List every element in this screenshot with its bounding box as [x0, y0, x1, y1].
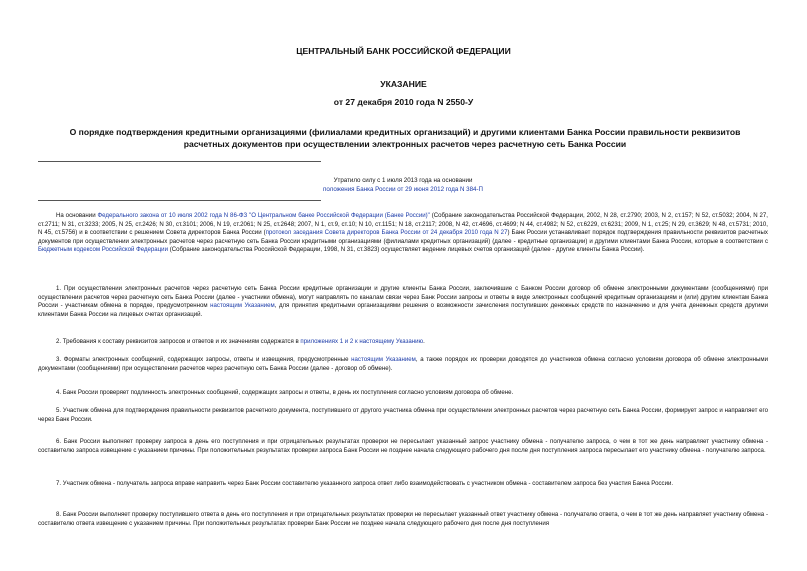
- item-5: 5. Участник обмена для подтверждения правильности реквизитов расчетного документа, поступившего от другого участника обмена при осуществлении электронных расчетов через расчетную сеть Банка России, формирует запрос и направляет его через Банк России.: [38, 407, 768, 423]
- document-type: УКАЗАНИЕ: [380, 79, 427, 89]
- item-1: 1. При осуществлении электронных расчетов через расчетную сеть Банка России кредитные организации и другие клиенты Банка России, заключившие с Банком России договор об обмене электронными документами (сообщениями) при осуществлении расчетов через расчетную сеть Банка России (далее - участники обмена), могут направлять по каналам связи через Банк России запросы и ответы в виде электронных сообщений кредитным организациям и (или) другим клиентам Банка России - участникам обмена в порядке, предусмотренном настоящим Указанием, для принятия кредитными организациями решения о возможности зачисления поступивших денежных средств по назначению и для учета денежных средств другими клиентами Банка России на лицевых счетах организаций.: [38, 285, 768, 318]
- budget-code-link[interactable]: Бюджетным кодексом Российской Федерации: [38, 246, 168, 254]
- item-3: 3. Форматы электронных сообщений, содержащих запросы, ответы и извещения, предусмотренные настоящим Указанием, а также порядок их проверки доводятся до участников обмена согласно условиям договора об обмене электронными документами (сообщениями) при осуществлении расчетов через расчетную сеть Банка России (далее - договор об обмене).: [38, 356, 769, 372]
- this-instruction-link[interactable]: настоящим Указанием: [210, 302, 275, 310]
- federal-law-link[interactable]: Федерального закона от 10 июля 2002 года N 86-ФЗ "О Центральном банке Российской Федерации (Банке России)": [97, 212, 430, 219]
- item-8: 8. Банк России выполняет проверку поступившего ответа в день его поступления и при отрицательных результатах проверки не пересылает указанный ответ участнику обмена - получателю ответа, о чем в тот же день направляет участнику обмена - составителю ответа извещение с указанием причины. При положительных результатах проверки Банк России не позднее начала следующего рабочего дня после дня поступления: [38, 511, 768, 527]
- this-instruction-link-2[interactable]: настоящим Указанием: [351, 356, 416, 363]
- appendices-link[interactable]: приложениях 1 и 2 к настоящему Указанию: [300, 338, 424, 345]
- item-7: 7. Участник обмена - получатель запроса вправе направить через Банк России составителю указанного запроса ответ либо взаимодействовать с участником обмена - составителем запроса без участия Банка России.: [56, 480, 674, 487]
- document-title: О порядке подтверждения кредитными организациями (филиалами кредитных организаций) и другими клиентами Банка России правильности реквизитов расчетных документов при осуществлении электронных расчетов через расчетную сеть Банка России: [69, 127, 741, 149]
- repeal-link[interactable]: положения Банка России от 29 июня 2012 года N 384-П: [322, 186, 483, 193]
- divider-bottom: [38, 200, 321, 201]
- board-protocol-link[interactable]: протокол заседания Совета директоров Банка России от 24 декабря 2010 года N 27: [265, 229, 508, 237]
- document-date: от 27 декабря 2010 года N 2550-У: [333, 97, 474, 107]
- item-2: 2. Требования к составу реквизитов запросов и ответов и их значениям содержатся в приложениях 1 и 2 к настоящему Указанию.: [56, 338, 425, 345]
- divider-top: [38, 161, 321, 162]
- issuer-heading: ЦЕНТРАЛЬНЫЙ БАНК РОССИЙСКОЙ ФЕДЕРАЦИИ: [296, 46, 511, 56]
- status-note: Утратило силу с 1 июля 2013 года на основании положения Банка России от 29 июня 2012 года N 384-П: [322, 177, 483, 193]
- item-4: 4. Банк России проверяет подлинность электронных сообщений, содержащих запросы и ответы, в день их поступления согласно условиям договора об обмене.: [56, 389, 514, 396]
- item-6: 6. Банк России выполняет проверку запроса в день его поступления и при отрицательных результатах проверки не пересылает указанный запрос участнику обмена - получателю запроса, о чем в тот же день направляет участнику обмена - составителю запроса извещение с указанием причины. При положительных результатах проверки запроса Банк России не позднее начала следующего рабочего дня после дня поступления запроса пересылает его участнику обмена - получателю запроса.: [38, 438, 768, 454]
- preamble-paragraph: На основании Федерального закона от 10 июля 2002 года N 86-ФЗ "О Центральном банке Российской Федерации (Банке России)" (Собрание законодательства Российской Федерации, 2002, N 28, ст.2790; 2003, N 2, ст.157; N 52, ст.5032; 2004, N 27, ст.2711; N 31, ст.3233; 2005, N 25, ст.2426; N 30, ст.3101; 2006, N 19, ст.2061; N 25, ст.2648; 2007, N 1, ст.9, ст.10; N 10, ст.1151; N 18, ст.2117; 2008, N 42, ст.4696, ст.4699; N 44, ст.4982; N 52, ст.6229, ст.6231; 2009, N 1, ст.25; N 29, ст.3629; N 48, ст.5731; 2010, N 45, ст.5756) и в соответствии с решением Совета директоров Банка России (протокол заседания Совета директоров Банка России от 24 декабря 2010 года N 27) Банк России устанавливает порядок подтверждения правильности реквизитов расчетных документов при осуществлении электронных расчетов через расчетную сеть Банка России кредитными организациями (филиалами кредитных организаций) (далее - кредитные организации) и другими клиентами Банка России, которые в соответствии с Бюджетным кодексом Российской Федерации (Собрание законодательства Российской Федерации, 1998, N 31, ст.3823) осуществляет ведение лицевых счетов организаций (далее - другие клиенты Банка России).: [38, 212, 768, 254]
